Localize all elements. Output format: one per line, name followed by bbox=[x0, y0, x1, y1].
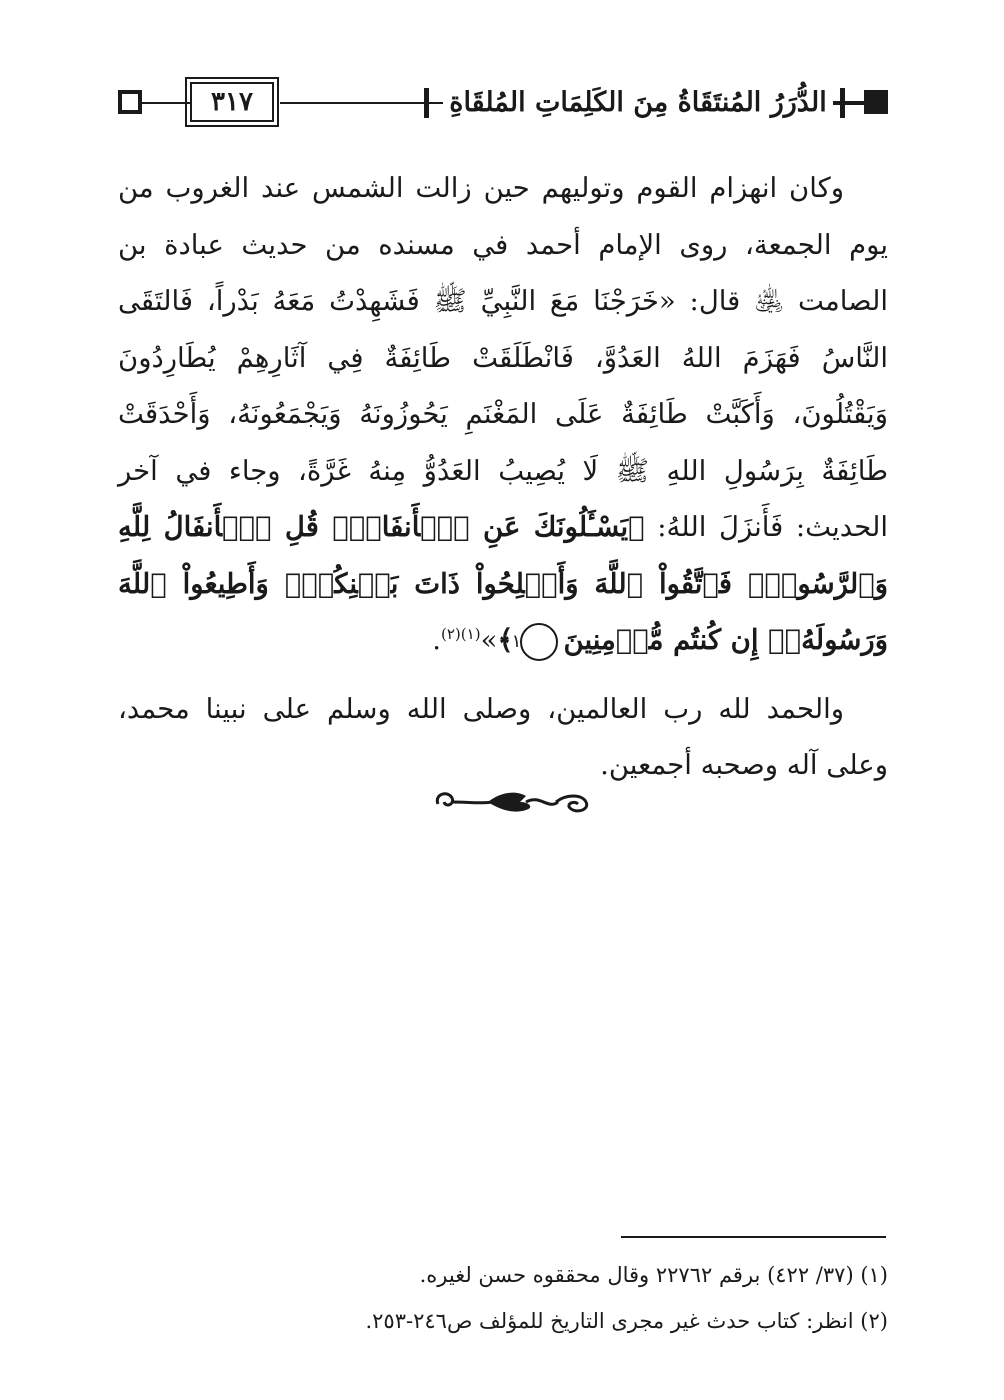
header-rule-right bbox=[833, 101, 864, 105]
page-header bbox=[118, 78, 888, 130]
quran-close-bracket: ﴾ bbox=[497, 624, 514, 656]
paragraph-2: والحمد لله رب العالمين، وصلى الله وسلم على نبينا محمد، وعلى آله وصحبه أجمعين. bbox=[118, 692, 888, 781]
header-rule-left bbox=[142, 102, 190, 104]
paragraph-end: . bbox=[432, 624, 441, 656]
footnote-1: (١) (٣٧/ ٤٢٢) برقم ٢٢٧٦٢ وقال محققوه حسن لغيره. bbox=[419, 1263, 888, 1287]
footnote-references: (١)(٢) bbox=[441, 624, 481, 643]
quote-close: » bbox=[480, 624, 498, 656]
footnotes bbox=[118, 1252, 888, 1344]
page-number: ٣١٧ bbox=[190, 82, 274, 122]
section-end-ornament bbox=[430, 780, 600, 824]
footnote-2: (٢) انظر: كتاب حدث غير مجرى التاريخ للمؤلف ص٢٤٦-٢٥٣. bbox=[365, 1309, 888, 1333]
header-ornament-square-left bbox=[118, 90, 142, 114]
footnote-separator bbox=[621, 1236, 886, 1238]
quran-verse: ﴿يَسْـَٔلُونَكَ عَنِ ٱلۡأَنفَالِۖ قُلِ ٱلۡأَنفَالُ لِلَّهِ وَٱلرَّسُولِۖ فَٱتَّقُواْ ٱللَّهَ وَأَصۡلِحُواْ ذَاتَ بَيۡنِكُمۡۖ وَأَطِيعُواْ ٱللَّهَ وَرَسُولَهُۥٓ إِن كُنتُم مُّؤۡمِنِينَ bbox=[118, 511, 888, 656]
main-text bbox=[118, 160, 888, 794]
header-rule-middle bbox=[280, 102, 443, 104]
verse-number-marker: ١ bbox=[520, 623, 558, 661]
header-bar-left bbox=[424, 88, 429, 118]
narration-text: وكان انهزام القوم وتوليهم حين زالت الشمس عند الغروب من يوم الجمعة، روى الإمام أحمد في مسنده من حديث عبادة بن الصامت ﵁ قال: «خَرَجْنَا مَعَ النَّبِيِّ ﷺ فَشَهِدْتُ مَعَهُ بَدْراً، فَالتَقَى النَّاسُ فَهَزَمَ اللهُ العَدُوَّ، فَانْطَلَقَتْ طَائِفَةٌ فِي آثَارِهِمْ يُطَارِدُونَ وَيَقْتُلُونَ، وَأَكَبَّتْ طَائِفَةٌ عَلَى المَغْنَمِ يَحُوزُونَهُ وَيَجْمَعُونَهُ، وَأَحْدَقَتْ طَائِفَةٌ بِرَسُولِ اللهِ ﷺ لَا يُصِيبُ العَدُوُّ مِنهُ غَرَّةً، وجاء في آخر الحديث: فَأَنزَلَ اللهُ: bbox=[118, 172, 889, 543]
paragraph-1 bbox=[118, 160, 888, 669]
book-title: الدُّرَرُ المُنتَقَاةُ مِنَ الكَلِمَاتِ المُلقَاةِ bbox=[443, 80, 833, 124]
header-ornament-square-right bbox=[864, 90, 888, 114]
